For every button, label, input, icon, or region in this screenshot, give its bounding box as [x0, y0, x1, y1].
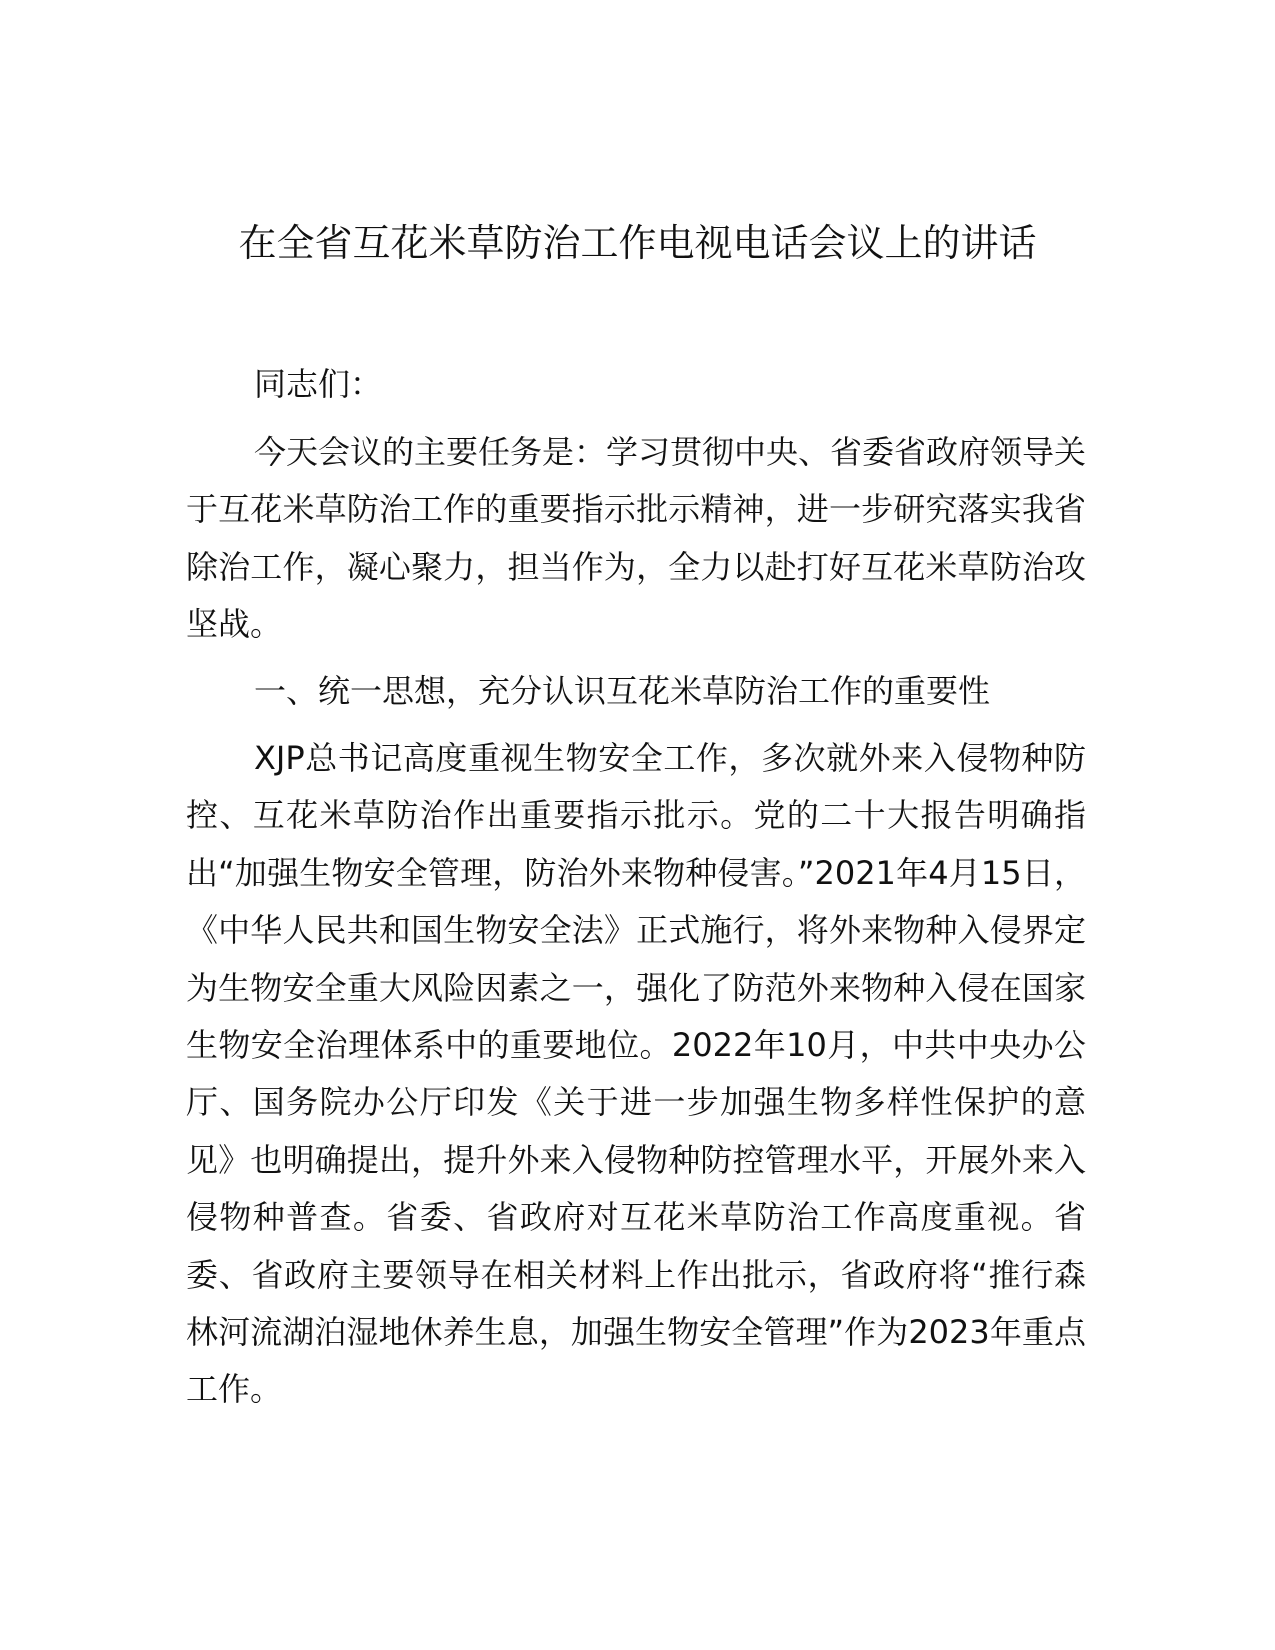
section-heading-1: 一、统一思想，充分认识互花米草防治工作的重要性 — [254, 672, 991, 710]
document-title: 在全省互花米草防治工作电视电话会议上的讲话 — [238, 221, 1037, 265]
paragraph-meeting-task: 今天会议的主要任务是：学习贯彻中央、省委省政府领导关于互花米草防治工作的重要指示批示精神，进一步研究落实我省除治工作，凝心聚力，担当作为，全力以赴打好互花米草防治攻坚战。 — [186, 433, 1087, 644]
paragraph-background: XJP总书记高度重视生物安全工作，多次就外来入侵物种防控、互花米草防治作出重要指示批示。党的二十大报告明确指出“加强生物安全管理，防治外来物种侵害。”2021年4月15日，《中华人民共和国生物安全法》正式施行，将外来物种入侵界定为生物安全重大风险因素之一，强化了防范外来物种入侵在国家生物安全治理体系中的重要地位。2022年10月，中共中央办公厅、国务院办公厅印发《关于进一步加强生物多样性保护的意见》也明确提出，提升外来入侵物种防控管理水平，开展外来入侵物种普查。省委、省政府对互花米草防治工作高度重视。省委、省政府主要领导在相关材料上作出批示，省政府将“推行森林河流湖泊湿地休养生息，加强生物安全管理”作为2023年重点工作。 — [186, 739, 1086, 1409]
greeting: 同志们： — [254, 365, 383, 403]
